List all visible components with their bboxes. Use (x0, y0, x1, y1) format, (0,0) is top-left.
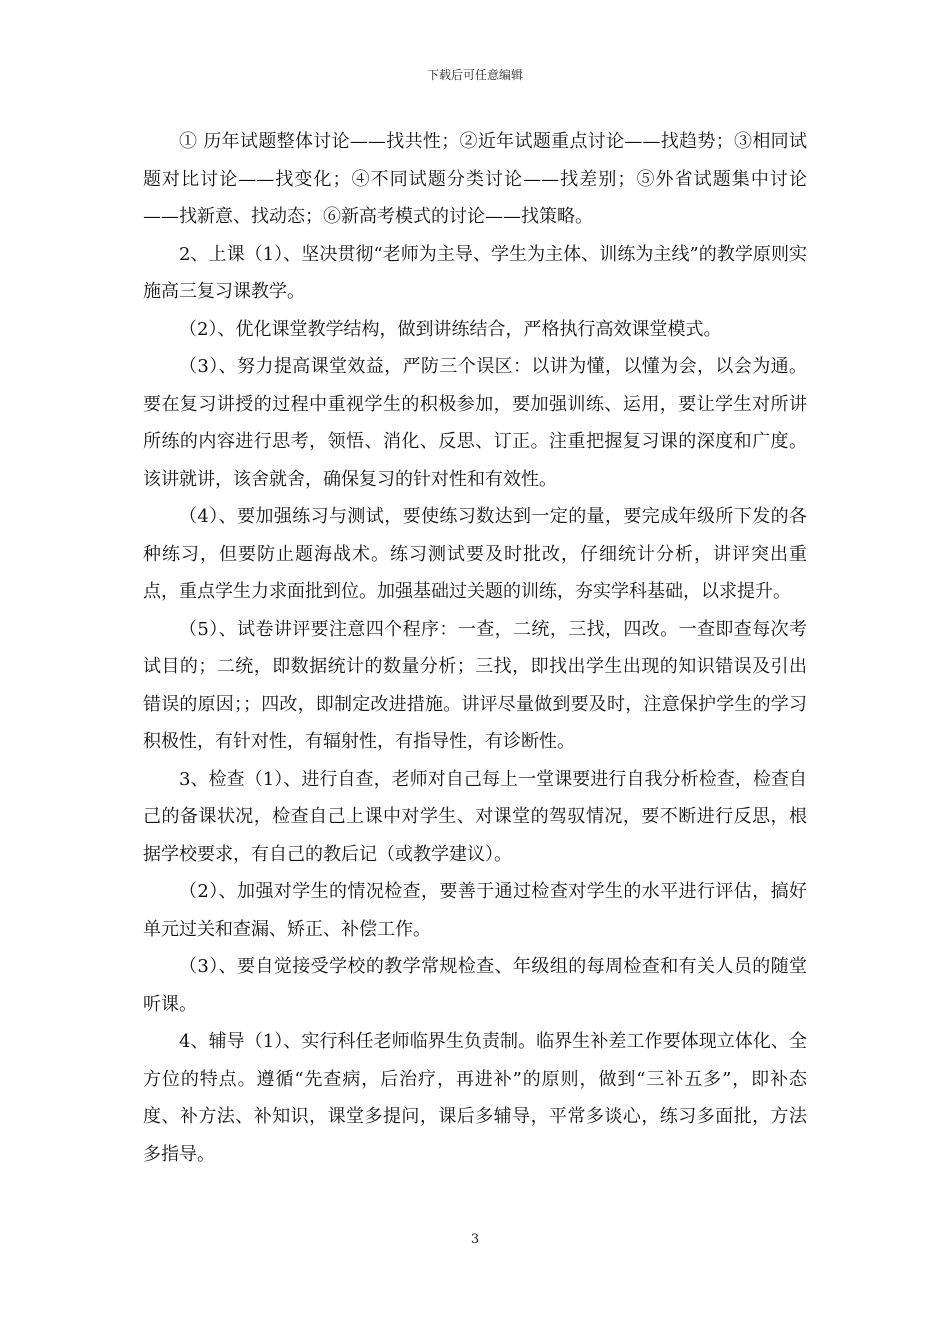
paragraph-lecture-5: （5）、试卷讲评要注意四个程序：一查，二统，三找，四改。一查即查每次考试目的；二统，即数据统计的数量分析；三找，即找出学生出现的知识错误及引出错误的原因；；四改，即制定改进措施。讲评尽量做到要及时，注意保护学生的学习积极性，有针对性，有辐射性，有指导性，有诊断性。 (143, 618, 807, 752)
page-number: 3 (470, 1232, 480, 1247)
paragraph-lecture-3: （3）、努力提高课堂效益，严防三个误区：以讲为懂，以懂为会，以会为通。要在复习讲授的过程中重视学生的积极参加，要加强训练、运用，要让学生对所讲所练的内容进行思考，领悟、消化、反思、订正。注重把握复习课的深度和广度。该讲就讲，该舍就舍，确保复习的针对性和有效性。 (143, 356, 807, 490)
paragraph-review-methods: ① 历年试题整体讨论——找共性；②近年试题重点讨论——找趋势；③相同试题对比讨论——找变化；④不同试题分类讨论——找差别；⑤外省试题集中讨论——找新意、找动态；⑥新高考模式的讨论——找策略。 (143, 131, 807, 227)
document-body (143, 123, 807, 1173)
paragraph-inspection-1: 3、检查（1）、进行自查，老师对自己每上一堂课要进行自我分析检查，检查自己的备课状况，检查自己上课中对学生、对课堂的驾驭情况，要不断进行反思，根据学校要求，有自己的教后记（或教学建议）。 (143, 768, 807, 865)
paragraph-inspection-3: （3）、要自觉接受学校的教学常规检查、年级组的每周检查和有关人员的随堂听课。 (143, 956, 807, 1015)
paragraph-inspection-2: （2）、加强对学生的情况检查，要善于通过检查对学生的水平进行评估，搞好单元过关和查漏、矫正、补偿工作。 (143, 881, 807, 940)
paragraph-tutoring-1: 4、辅导（1）、实行科任老师临界生负责制。临界生补差工作要体现立体化、全方位的特点。遵循“先查病，后治疗，再进补”的原则，做到“三补五多”，即补态度、补方法、补知识，课堂多提问，课后多辅导，平常多谈心，练习多面批，方法多指导。 (143, 1031, 807, 1165)
page-header: 下载后可任意编辑 (426, 68, 523, 82)
paragraph-lecture-1: 2、上课（1）、坚决贯彻“老师为主导、学生为主体、训练为主线”的教学原则实施高三复习课教学。 (143, 243, 807, 302)
paragraph-lecture-2: （2）、优化课堂教学结构，做到讲练结合，严格执行高效课堂模式。 (179, 318, 722, 340)
paragraph-lecture-4: （4）、要加强练习与测试，要使练习数达到一定的量，要完成年级所下发的各种练习，但要防止题海战术。练习测试要及时批改，仔细统计分析，讲评突出重点，重点学生力求面批到位。加强基础过关题的训练，夯实学科基础，以求提升。 (143, 506, 807, 602)
